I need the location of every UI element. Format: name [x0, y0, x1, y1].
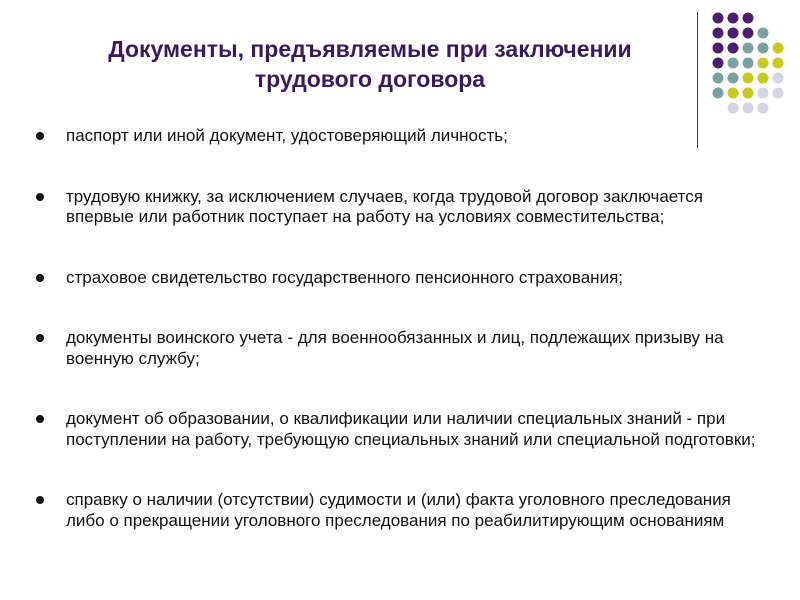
decor-dot: [758, 88, 769, 99]
bullet-text: паспорт или иной документ, удостоверяющий личность;: [66, 126, 508, 145]
bullet-item: [36, 126, 766, 147]
decor-dot: [728, 13, 739, 24]
decor-dot: [743, 88, 754, 99]
slide-title: [30, 34, 710, 94]
bullet-dot-icon: [36, 132, 44, 140]
bullet-dot-icon: [36, 415, 44, 423]
bullet-text: страховое свидетельство государственного пенсионного страхования;: [66, 267, 623, 287]
decor-dot: [728, 28, 739, 39]
bullet-text: трудовую книжку, за исключением случаев, когда трудовой договор заключается впервые или работник поступает на работу на условиях совместительства;: [66, 186, 703, 226]
decor-dot: [743, 58, 754, 69]
decor-dot: [773, 58, 784, 69]
bullet-text: документ об образовании, о квалификации или наличии специальных знаний - при поступлении на работу, требующую специальных знаний или специальной подготовки;: [66, 409, 756, 449]
decor-dot: [728, 58, 739, 69]
decor-dot: [743, 73, 754, 84]
bullet-text: справку о наличии (отсутствии) судимости и (или) факта уголовного преследования либо о прекращении уголовного преследования по реабилитирующим основаниям: [66, 490, 731, 530]
decor-dot: [743, 13, 754, 24]
decor-dot: [713, 58, 724, 69]
decor-dot: [773, 73, 784, 84]
bullet-item: [36, 268, 766, 289]
decor-dot: [773, 88, 784, 99]
bullet-dot-icon: [36, 193, 44, 201]
decor-dot: [728, 43, 739, 54]
decor-dot: [713, 43, 724, 54]
decor-dot: [758, 58, 769, 69]
bullet-item: [36, 490, 766, 531]
decor-dot: [743, 43, 754, 54]
decor-dot: [758, 73, 769, 84]
decor-dot: [713, 73, 724, 84]
decor-dot: [743, 28, 754, 39]
bullet-item: [36, 187, 766, 228]
decor-dot: [743, 103, 754, 114]
decor-dot: [728, 103, 739, 114]
dot-grid: [713, 13, 784, 114]
bullet-dot-icon: [36, 274, 44, 282]
bullet-list: [36, 126, 766, 571]
bullet-item: [36, 409, 766, 450]
decor-dot: [713, 28, 724, 39]
decor-dot: [728, 73, 739, 84]
decor-dot: [713, 88, 724, 99]
slide-title-line-1: Документы, предъявляемые при заключении: [108, 36, 632, 62]
decor-dot: [758, 103, 769, 114]
bullet-text: документы воинского учета - для военнообязанных и лиц, подлежащих призыву на военную службу;: [66, 328, 724, 368]
decor-dot: [728, 88, 739, 99]
bullet-dot-icon: [36, 334, 44, 342]
bullet-item: [36, 328, 766, 369]
decor-dot: [773, 43, 784, 54]
decor-dot: [758, 28, 769, 39]
decor-dot: [713, 13, 724, 24]
decor-dot: [758, 43, 769, 54]
slide-title-line-2: трудового договора: [254, 66, 486, 92]
bullet-dot-icon: [36, 496, 44, 504]
